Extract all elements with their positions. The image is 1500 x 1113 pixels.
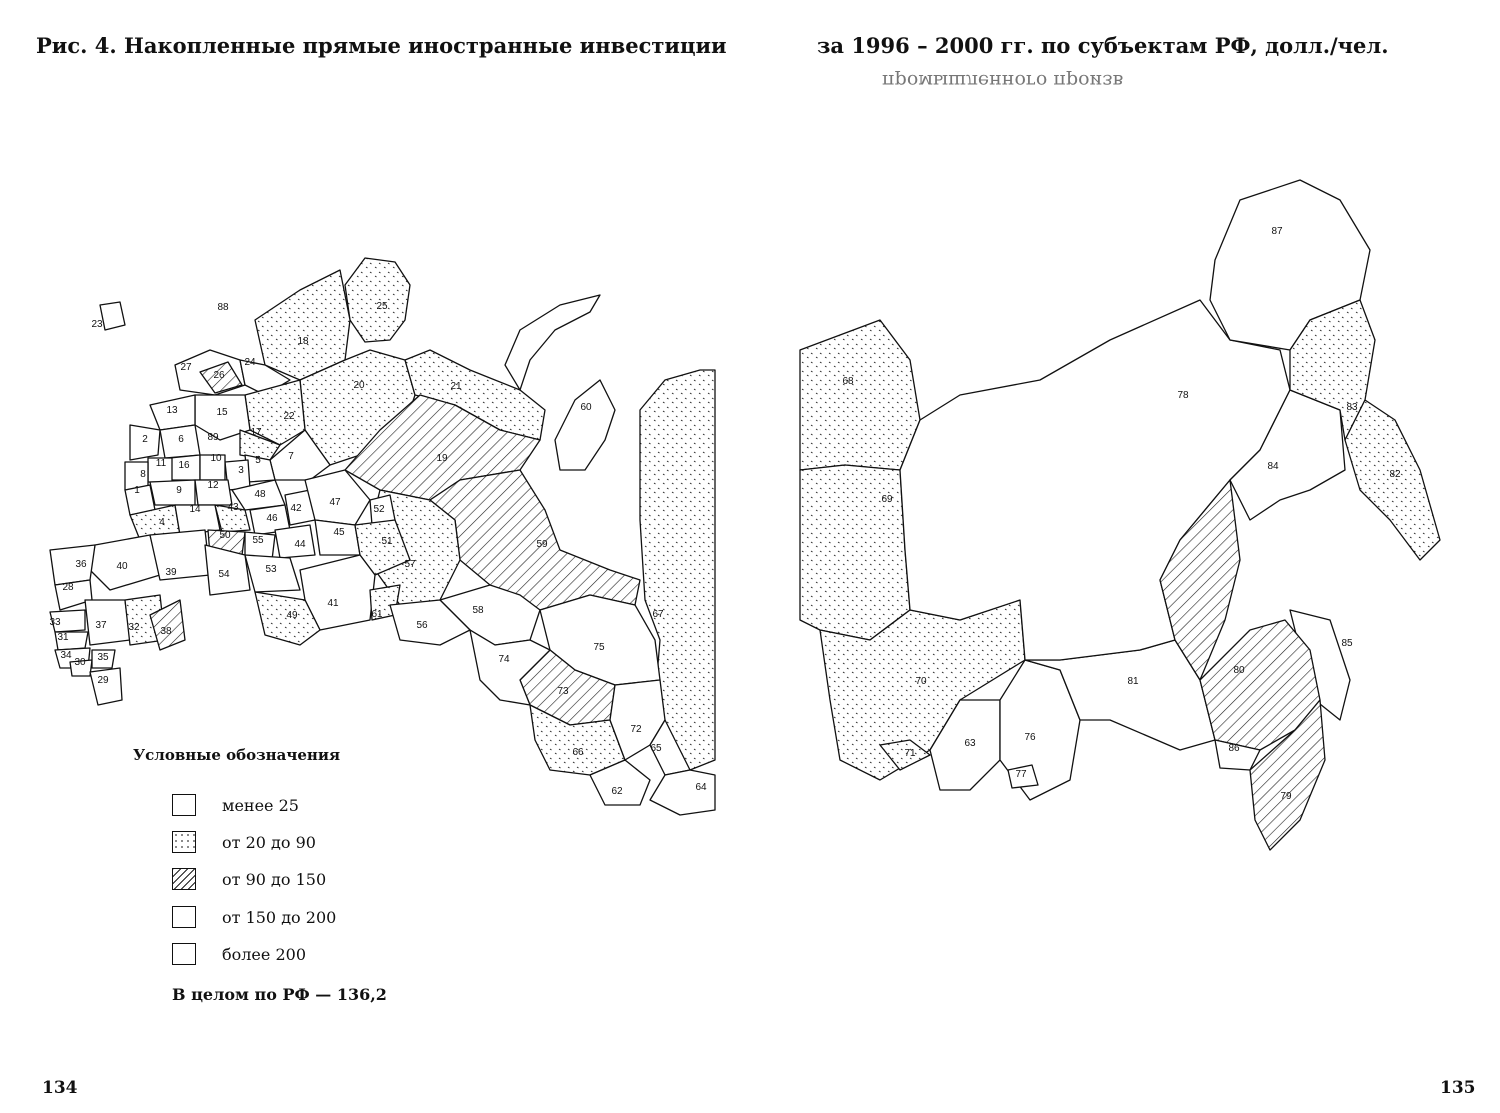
region-label-19: 19 — [436, 453, 448, 464]
region-label-31: 31 — [57, 632, 69, 643]
region-label-25: 25 — [376, 301, 388, 312]
region-label-37: 37 — [95, 620, 107, 631]
legend-title: Условные обозначения — [133, 746, 341, 764]
region-label-72: 72 — [630, 724, 642, 735]
region-label-77: 77 — [1015, 769, 1027, 780]
region-label-65: 65 — [650, 743, 662, 754]
region-label-32: 32 — [128, 622, 140, 633]
region-36 — [50, 545, 95, 585]
region-69 — [800, 465, 910, 640]
figure-title-right: за 1996 – 2000 гг. по субъектам РФ, долл./чел. — [817, 33, 1389, 58]
region-label-87: 87 — [1271, 226, 1283, 237]
region-label-16: 16 — [178, 460, 190, 471]
legend-item-4 — [172, 906, 336, 928]
region-label-15: 15 — [216, 407, 228, 418]
region-label-61: 61 — [371, 609, 383, 620]
region-label-51: 51 — [381, 536, 393, 547]
region-label-62: 62 — [611, 786, 623, 797]
region-label-79: 79 — [1280, 791, 1292, 802]
region-label-88: 88 — [217, 302, 229, 313]
region-label-9: 9 — [176, 485, 182, 496]
region-label-46: 46 — [266, 513, 278, 524]
legend-label: от 150 до 200 — [222, 907, 337, 927]
region-label-69: 69 — [881, 494, 893, 505]
region-label-11: 11 — [155, 458, 167, 469]
region-label-58: 58 — [472, 605, 484, 616]
legend-swatch-hatch — [172, 868, 196, 890]
region-label-18: 18 — [297, 336, 309, 347]
region-label-22: 22 — [283, 411, 295, 422]
region-label-1: 1 — [134, 485, 140, 496]
region-label-54: 54 — [218, 569, 230, 580]
region-39 — [150, 530, 210, 580]
region-label-50: 50 — [219, 530, 231, 541]
russia-total: В целом по РФ — 136,2 — [172, 985, 387, 1004]
region-82 — [1345, 400, 1440, 560]
legend-label: более 200 — [222, 944, 306, 964]
region-37 — [85, 600, 130, 645]
region-label-63: 63 — [964, 738, 976, 749]
region-label-10: 10 — [210, 453, 222, 464]
region-label-44: 44 — [294, 539, 306, 550]
region-novaya-zemlya — [505, 295, 600, 390]
region-label-35: 35 — [97, 652, 109, 663]
region-label-53: 53 — [265, 564, 277, 575]
page-number-right: 135 — [1440, 1078, 1476, 1098]
region-25 — [345, 258, 410, 342]
region-label-59: 59 — [536, 539, 548, 550]
region-label-24: 24 — [244, 357, 256, 368]
region-label-82: 82 — [1389, 469, 1401, 480]
region-label-67: 67 — [652, 609, 664, 620]
region-label-6: 6 — [178, 434, 184, 445]
region-label-34: 34 — [60, 650, 72, 661]
region-label-74: 74 — [498, 654, 510, 665]
region-label-48: 48 — [254, 489, 266, 500]
region-label-57: 57 — [404, 559, 416, 570]
region-label-52: 52 — [373, 504, 385, 515]
region-label-33: 33 — [49, 617, 61, 628]
region-60 — [555, 380, 615, 470]
figure-title-left: Рис. 4. Накопленные прямые иностранные инвестиции — [36, 33, 727, 58]
page-number-left: 134 — [42, 1078, 78, 1098]
region-label-28: 28 — [62, 582, 74, 593]
legend-label: от 20 до 90 — [222, 832, 316, 852]
region-label-84: 84 — [1267, 461, 1279, 472]
region-label-4: 4 — [159, 517, 165, 528]
region-label-78: 78 — [1177, 390, 1189, 401]
region-label-71: 71 — [904, 748, 916, 759]
region-label-7: 7 — [288, 451, 294, 462]
region-label-23: 23 — [91, 319, 103, 330]
region-label-2: 2 — [142, 434, 148, 445]
region-23 — [100, 302, 125, 330]
region-label-83: 83 — [1346, 402, 1358, 413]
region-label-26: 26 — [213, 370, 225, 381]
region-label-66: 66 — [572, 747, 584, 758]
region-label-76: 76 — [1024, 732, 1036, 743]
region-label-68: 68 — [842, 376, 854, 387]
region-label-30: 30 — [74, 657, 86, 668]
region-label-29: 29 — [97, 675, 109, 686]
region-59 — [430, 470, 640, 610]
region-label-39: 39 — [165, 567, 177, 578]
region-label-43: 43 — [227, 502, 239, 513]
bleed-through-text: промышленного произв — [882, 70, 1124, 92]
region-label-49: 49 — [286, 610, 298, 621]
region-label-20: 20 — [353, 380, 365, 391]
region-label-21: 21 — [450, 381, 462, 392]
region-label-41: 41 — [327, 598, 339, 609]
region-label-3: 3 — [238, 465, 244, 476]
region-label-14: 14 — [189, 504, 201, 515]
region-9 — [150, 480, 195, 505]
region-68 — [800, 320, 920, 470]
region-label-64: 64 — [695, 782, 707, 793]
region-label-60: 60 — [580, 402, 592, 413]
region-label-40: 40 — [116, 561, 128, 572]
legend-item-3 — [172, 868, 326, 890]
region-label-38: 38 — [160, 626, 172, 637]
region-label-80: 80 — [1233, 665, 1245, 676]
region-label-89: 89 — [207, 432, 219, 443]
region-label-81: 81 — [1127, 676, 1139, 687]
legend-label: менее 25 — [222, 795, 299, 815]
region-label-42: 42 — [290, 503, 302, 514]
region-label-12: 12 — [207, 480, 219, 491]
legend-label: от 90 до 150 — [222, 869, 327, 889]
region-label-5: 5 — [255, 455, 261, 466]
legend-item-1 — [172, 794, 299, 816]
region-label-13: 13 — [166, 405, 178, 416]
region-label-75: 75 — [593, 642, 605, 653]
region-label-47: 47 — [329, 497, 341, 508]
region-label-27: 27 — [180, 362, 192, 373]
legend-swatch-dots — [172, 831, 196, 853]
region-label-56: 56 — [416, 620, 428, 631]
legend-swatch-blank — [172, 943, 196, 965]
region-label-45: 45 — [333, 527, 345, 538]
legend-item-2 — [172, 831, 316, 853]
legend-swatch-blank — [172, 794, 196, 816]
region-label-17: 17 — [250, 427, 262, 438]
region-label-70: 70 — [915, 676, 927, 687]
region-label-86: 86 — [1228, 743, 1240, 754]
region-label-73: 73 — [557, 686, 569, 697]
region-29 — [90, 668, 122, 705]
region-label-55: 55 — [252, 535, 264, 546]
region-label-8: 8 — [140, 469, 146, 480]
region-label-36: 36 — [75, 559, 87, 570]
region-label-85: 85 — [1341, 638, 1353, 649]
legend-item-5 — [172, 943, 306, 965]
legend-swatch-blank — [172, 906, 196, 928]
